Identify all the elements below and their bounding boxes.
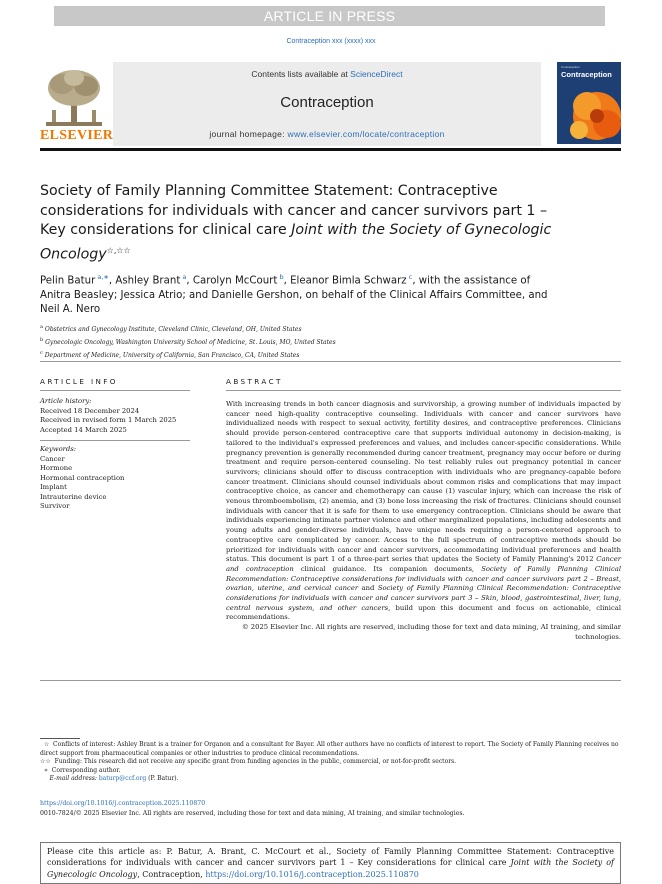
author-name: Carolyn McCourt (192, 275, 278, 287)
article-title (40, 182, 560, 265)
cite-doi-link[interactable]: https://doi.org/10.1016/j.contraception.2025.110870 (205, 869, 419, 879)
abstract-heading-rule (226, 390, 621, 391)
author-affil-link[interactable]: c (408, 273, 413, 281)
keyword[interactable]: Intrauterine device (40, 492, 107, 501)
article-in-press-banner: ARTICLE IN PRESS (54, 6, 605, 26)
affiliation: $^c$ Department of Medicine, University of California, San Francisco, CA, United States (40, 350, 300, 359)
abstract-end-rule (40, 680, 621, 681)
article-info (40, 397, 190, 512)
section-divider (40, 361, 621, 362)
history-item: Received 18 December 2024 (40, 406, 140, 415)
footnotes (40, 741, 621, 784)
history-item: Received in revised form 1 March 2025 (40, 416, 177, 424)
cite-italic: Joint with the Society of Gynecologic Oncology (47, 858, 614, 879)
journal-header (40, 62, 621, 148)
journal-reference-link[interactable]: Contraception xxx (xxxx) xxx (286, 38, 376, 45)
keyword[interactable]: Implant (40, 483, 67, 491)
history-label: Article history: (40, 397, 92, 405)
info-divider (40, 440, 190, 441)
footnote-email: E-mail address: baturp@ccf.org (P. Batur). (49, 775, 179, 783)
affiliations (40, 322, 600, 361)
journal-cover-image (557, 62, 621, 144)
elsevier-wordmark: ELSEVIER (40, 128, 114, 143)
cover-title: Contraception (561, 70, 612, 79)
title-italic: Joint with the Society of Gynecologic Oncology (40, 222, 552, 263)
keyword[interactable]: Hormone (40, 464, 73, 472)
contents-line (113, 69, 541, 79)
homepage-prefix: journal homepage: (209, 129, 288, 139)
cover-flower-icon (557, 62, 621, 144)
author-affil-link[interactable]: a (182, 273, 187, 281)
keywords-label: Keywords: (40, 445, 77, 453)
footnote-corresponding: ∗ Corresponding author. (43, 766, 121, 774)
header-rule (40, 148, 621, 151)
abstract-paragraph: With increasing trends in both cancer diagnosis and survivorship, a growing number of individuals impacted by cancer need high-quality contraceptive counseling. Individuals with cancer and cancer survivors have individualized needs with respect to sexual activity, fertility desires, and contraceptive preferences. Clinicians should provide person-centered contraceptive care that supports individual autonomy in decision-making, is tailored to the individual's expressed preferences and values, and includes cancer-specific considerations. While pregnancy prevention is generally recommended during cancer treatment, pregnancy may occur before or during treatment and require person-centered counseling. No test reliably rules out pregnancy potential in cancer survivors; clinicians should offer to discuss contraception with individuals who are pregnancy-capable before cancer treatment. Clinicians should counsel individuals about common risks and complications that may impact contraceptive choice, as cancer and chemotherapy can cause (1) vascular injury, which can increase the risk of venous thromboembolism, (2) anemia, and (3) bone loss increasing the risk of fractures. Clinicians should counsel individuals with cancer that it is safe for them to use emergency contraception. Clinicians should be aware that individuals experiencing intimate partner violence and other marginalized populations, including adolescents and young adults and gender-diverse individuals, have unique needs requiring a person-centered approach to contraceptive care complicated by cancer. Access to the full spectrum of contraceptive methods should be prioritized for individuals with cancer and cancer survivors, accommodating individual preferences and health status. This document is part 1 of a three-part series that updates the Society of Family Planning's 2012 Cancer and contraception clinical guidance. Its companion documents, Society of Family Planning Clinical Recommendation: Contraceptive considerations for individuals with cancer and cancer survivors part 2 – Breast, ovarian, uterine, and cervical cancer and Society of Family Planning Clinical Recommendation: Contraceptive considerations for individuals with cancer and cancer survivors part 3 – Skin, blood, gastrointestinal, liver, lung, central nervous system, and other cancers, build upon this document and focus on actionable, clinical recommendations. (226, 400, 621, 622)
keyword[interactable]: Survivor (40, 502, 70, 510)
cite-mid: , Contraception, (137, 869, 206, 879)
author-name: Ashley Brant (115, 275, 181, 287)
affiliation: $^b$ Gynecologic Oncology, Washington University School of Medicine, St. Louis, MO, United States (40, 337, 336, 346)
article-info-heading: ARTICLE INFO (40, 377, 118, 386)
info-heading-rule (40, 390, 190, 391)
keyword[interactable]: Cancer (40, 454, 65, 463)
author-name: Eleanor Bimla Schwarz (290, 275, 407, 287)
email-link[interactable]: baturp@ccf.org (98, 775, 147, 783)
author-list: Pelin Batur $^{a,∗}$, Ashley Brant $^a$, Carolyn McCourt $^b$, Eleanor Bimla Schwarz $^c$, with the assistance of Anitra Beasley; Jessica Atrio; and Danielle Gershon, on behalf of the Clinical Affairs Committee, and Neil A. Nero (40, 273, 548, 315)
footnote-rule (40, 738, 80, 739)
citation-box (40, 842, 621, 884)
history-item: Accepted 14 March 2025 (40, 425, 127, 434)
homepage-line (113, 129, 541, 139)
sciencedirect-link[interactable]: ScienceDirect (350, 69, 403, 79)
title-footnote-marks[interactable]: ☆,☆☆ (106, 245, 131, 255)
author-affil-link[interactable]: a,∗ (97, 273, 109, 281)
journal-info-box (113, 62, 541, 146)
cite-prefix: Please cite this article as: P. Batur, A. Brant, C. McCourt et al., Society of Family Planning Committee Statement: Contraceptive considerations for individuals with cancer and cancer survivors part 1 – Key considerations for clinical care (47, 847, 614, 868)
title-main: Society of Family Planning Committee Statement: Contraceptive considerations for individuals with cancer and cancer survivors part 1 – Key considerations for clinical care (40, 183, 548, 238)
author-affil-link[interactable]: b (279, 273, 284, 281)
journal-name: Contraception (280, 94, 374, 111)
doi-link[interactable]: https://doi.org/10.1016/j.contraception.2025.110870 (40, 800, 206, 807)
issn-copyright: 0010-7824/© 2025 Elsevier Inc. All rights are reserved, including those for text and data mining, AI training, and similar technologies. (40, 810, 465, 817)
keyword[interactable]: Hormonal contraception (40, 473, 125, 482)
contents-prefix: Contents lists available at (251, 69, 351, 79)
abstract-copyright: © 2025 Elsevier Inc. All rights are reserved, including those for text and data mining, AI training, and similar technologies. (241, 623, 621, 641)
author-name: Pelin Batur (40, 275, 96, 287)
authors-tail: , with the assistance of Anitra Beasley; Jessica Atrio; and Danielle Gershon, on behalf of the Clinical Affairs Committee, and Neil A. Nero (40, 275, 548, 315)
cover-top-text: Contraception (561, 65, 580, 69)
homepage-link[interactable]: www.elsevier.com/locate/contraception (287, 129, 445, 139)
affiliation: $^a$ Obstetrics and Gynecology Institute, Cleveland Clinic, Cleveland, OH, United States (40, 324, 302, 333)
footnote-funding: ☆☆ Funding: This research did not receive any specific grant from funding agencies in the public, commercial, or not-for-profit sectors. (40, 758, 457, 766)
footnote-conflicts: ☆ Conflicts of interest: Ashley Brant is a trainer for Organon and a consultant for Bayer. All other authors have no conflicts of interest to report. The Society of Family Planning receives no direct support from pharmaceutical companies or other industries to produce clinical recommendations. (40, 741, 619, 757)
abstract-body (226, 400, 621, 643)
abstract-heading: ABSTRACT (226, 377, 283, 386)
